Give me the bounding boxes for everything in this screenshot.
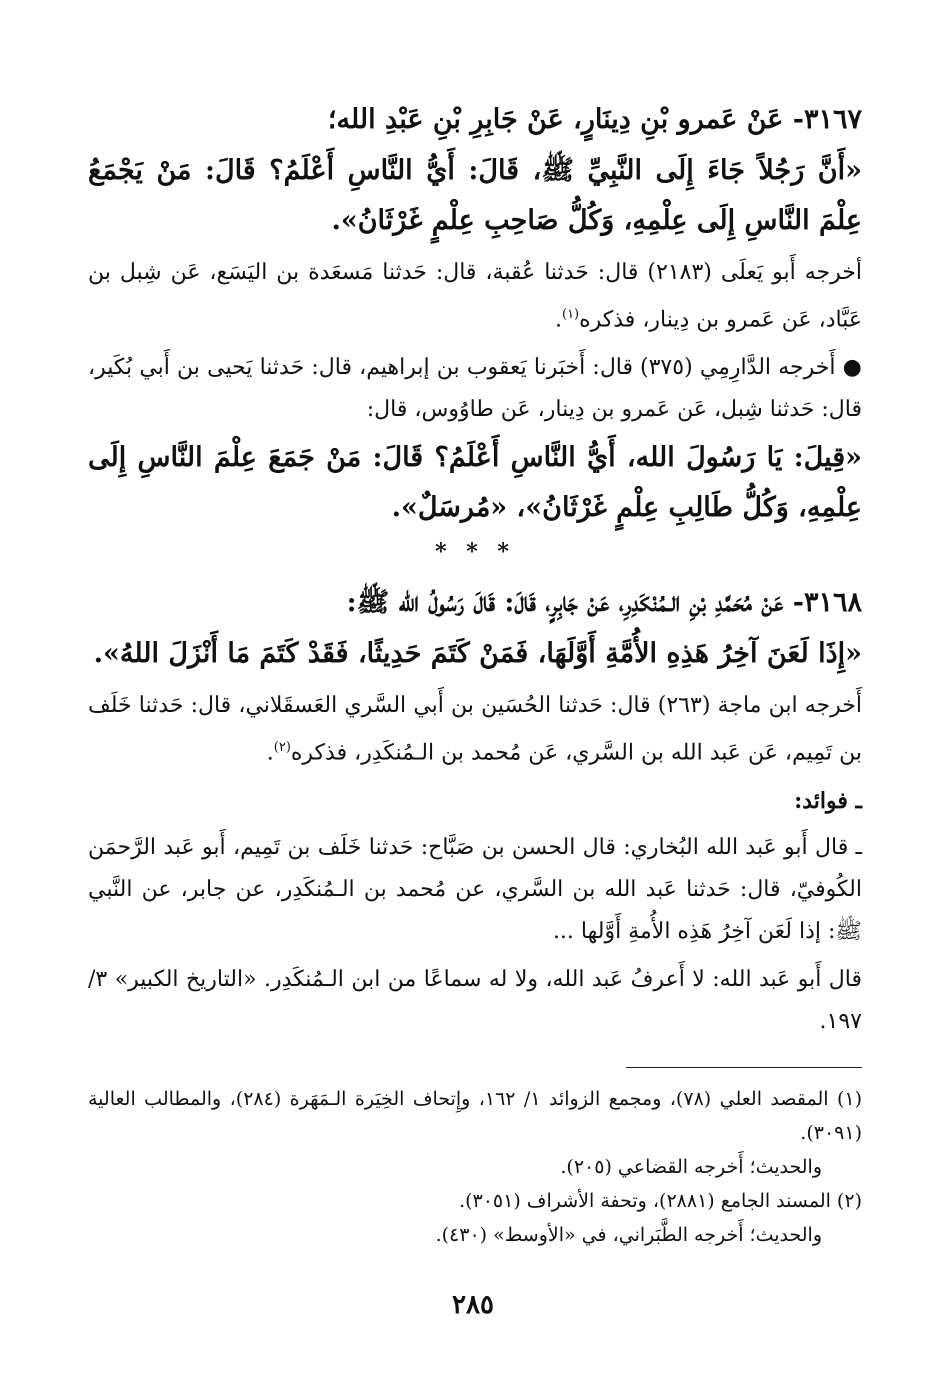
footnote-separator bbox=[626, 1067, 862, 1068]
footnote-2: (٢) المسند الجامع (٢٨٨١)، وتحفة الأشراف (٣٠٥١). bbox=[459, 1189, 862, 1212]
section-separator: * * * bbox=[435, 539, 515, 566]
takhrij-end: . bbox=[266, 740, 274, 766]
hadith-3168-takhrij bbox=[88, 685, 862, 774]
hadith-3167-takhrij-1 bbox=[88, 252, 862, 341]
fawaid-paragraph-1: ـ قال أَبو عَبد الله البُخاري: قال الحسن بن صَبَّاح: حَدثنا خَلَف بن تَمِيم، أَبو عَبد الرَّحمَن الكُوفيّ، قال: حَدثنا عَبد الله بن السَّري، عن مُحمد بن الـمُنكَدِر، عن جابر، عن النَّبي ﷺ: إذا لَعَن آخِرُ هَذِه الأُمةِ أَوَّلها ... bbox=[88, 834, 862, 944]
hadith-3168-heading bbox=[88, 577, 862, 629]
hadith-3167-heading bbox=[88, 94, 862, 146]
footnote-1-note: والحديث؛ أَخرجه القضاعي (٢٠٥). bbox=[560, 1155, 822, 1178]
takhrij-end: . bbox=[554, 307, 562, 333]
footnote-ref-2[interactable]: (٢) bbox=[273, 740, 291, 756]
hadith-3167-takhrij-2: ● أَخرجه الدَّارِمِي (٣٧٥) قال: أَخبَرنا يَعقوب بن إبراهيم، قال: حَدثنا يَحيى بن أَبي بُكَير، قال: حَدثنا شِبل، عَن عَمرو بن دِينار، عَن طاوُوس، قال: bbox=[88, 355, 862, 423]
hadith-isnad: عَنْ عَمرو بْنِ دِينَارٍ، عَنْ جَابِرِ بْنِ عَبْدِ الله؛ bbox=[327, 104, 784, 135]
hadith-number: ٣١٦٨- bbox=[783, 587, 862, 619]
footnote-ref-1[interactable]: (١) bbox=[561, 307, 580, 322]
fawaid-title: ـ فوائد: bbox=[794, 787, 862, 814]
takhrij-text: أخرجه أَبو يَعلَى (٢١٨٣) قال: حَدثنا عُقبة، قال: حَدثنا مَسعَدة بن اليَسَع، عَن شِبل بن عَبَّاد، عَن عَمرو بن دِينار، فذكره bbox=[88, 260, 863, 333]
takhrij-text: أَخرجه ابن ماجة (٢٦٣) قال: حَدثنا الحُسَين بن أَبي السَّري العَسقَلاني، قال: حَدثنا خَلَف بن تَمِيم، عَن عَبد الله بن السَّري، عَن مُحمد بن الـمُنكَدِر، فذكره bbox=[88, 693, 862, 766]
page-number: ٢٨٥ bbox=[452, 1290, 494, 1320]
footnote-1: (١) المقصد العلي (٧٨)، ومجمع الزوائد ١/ ١٦٢، وإِتحاف الخِيَرة الـمَهَرة (٢٨٤)، والمطالب العالية (٣٠٩١). bbox=[88, 1087, 862, 1144]
hadith-isnad: عَنْ مُحَمَّدِ بْنِ الـمُنْكَدِرِ، عَنْ جَابِرٍ، قَالَ: قَالَ رَسُولُ الله ﷺ: bbox=[346, 587, 784, 619]
hadith-3167-matn: «أَنَّ رَجُلاً جَاءَ إِلَى النَّبِيِّ ﷺ، قَالَ: أَيُّ النَّاسِ أَعْلَمُ؟ قَالَ: مَنْ يَجْمَعُ عِلْمَ النَّاسِ إِلَى عِلْمِهِ، وَكُلُّ صَاحِبِ عِلْمٍ غَرْثَانُ». bbox=[88, 155, 862, 236]
fawaid-paragraph-2: قال أَبو عَبد الله: لا أَعرفُ عَبد الله، ولا له سماعًا من ابن الـمُنكَدِر. «التاريخ الكبير» ٣/ ١٩٧. bbox=[88, 966, 862, 1034]
hadith-3168-matn: «إِذَا لَعَنَ آخِرُ هَذِهِ الأُمَّةِ أَوَّلَهَا، فَمَنْ كَتَمَ حَدِيثًا، فَقَدْ كَتَمَ مَا أَنْزَلَ اللهُ». bbox=[93, 638, 862, 670]
hadith-3167-matn-2: «قِيلَ: يَا رَسُولَ الله، أَيُّ النَّاسِ أَعْلَمُ؟ قَالَ: مَنْ جَمَعَ عِلْمَ النَّاسِ إِلَى عِلْمِهِ، وَكُلُّ طَالِبِ عِلْمٍ غَرْثَانُ»، «مُرسَلٌ». bbox=[88, 442, 862, 524]
hadith-number: ٣١٦٧- bbox=[783, 104, 862, 135]
footnote-2-note: والحديث؛ أَخرجه الطَّبَراني، في «الأوسط» (٤٣٠). bbox=[435, 1223, 822, 1246]
